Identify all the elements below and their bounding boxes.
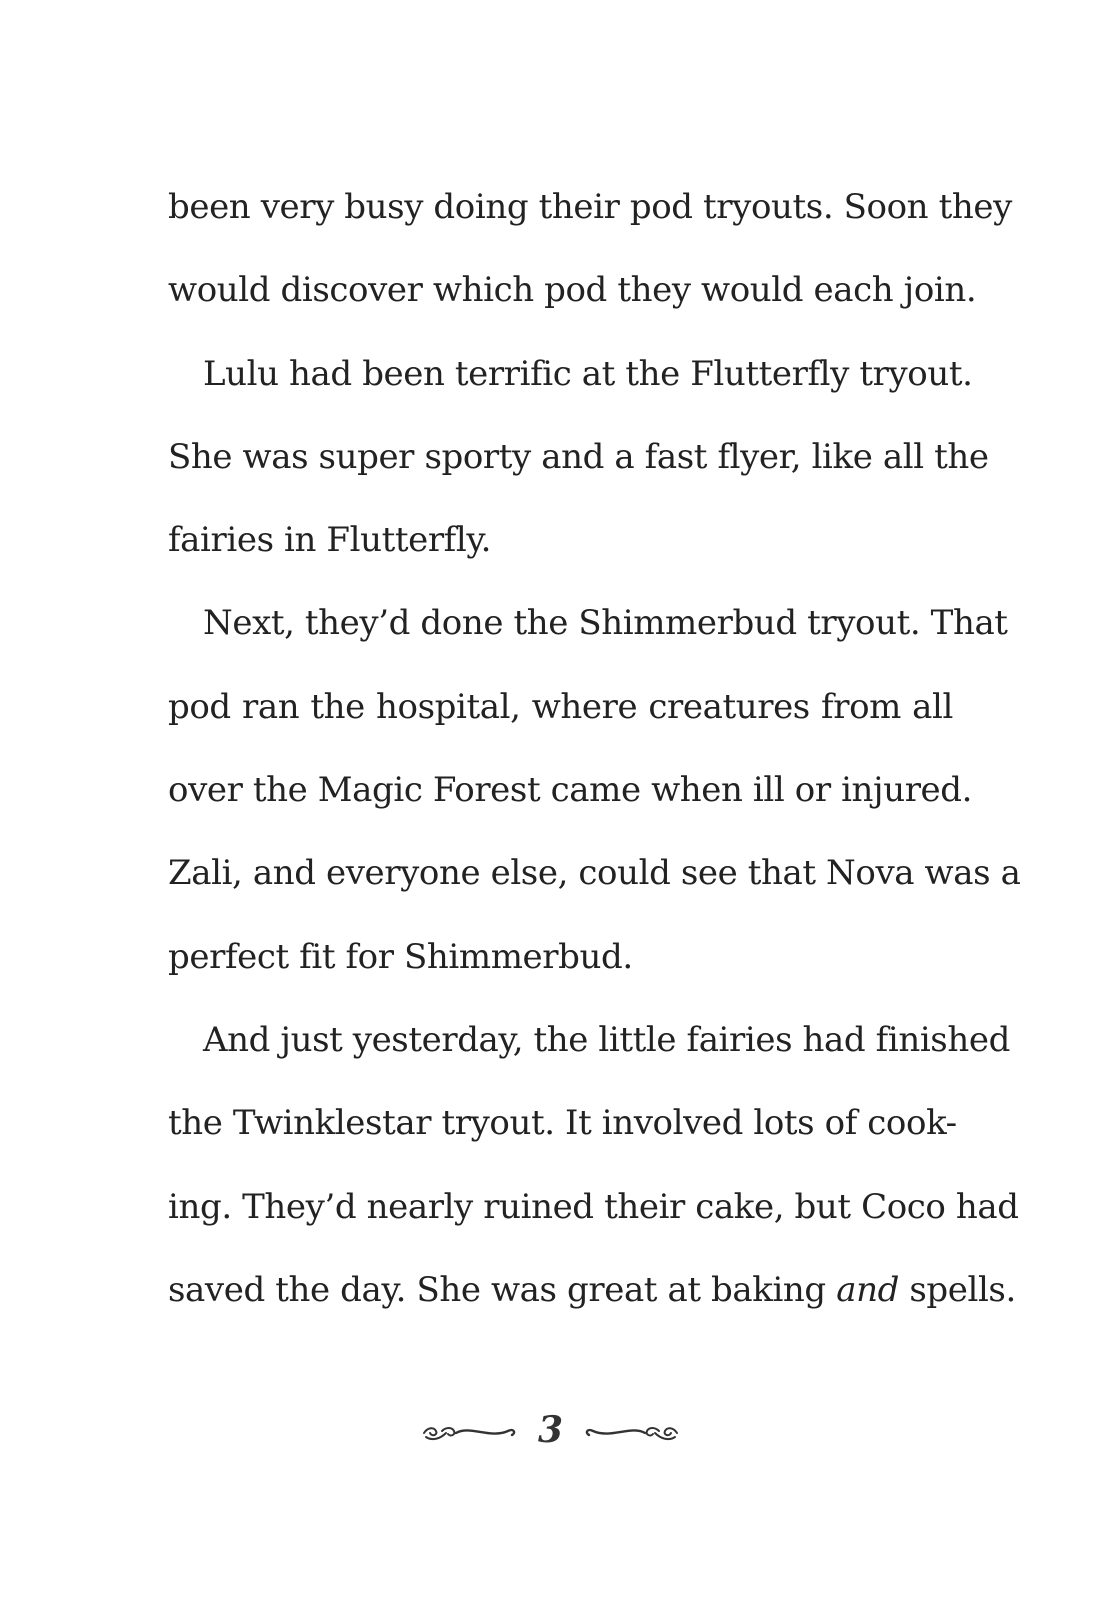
page-footer (0, 1400, 1101, 1460)
text-line: She was super sporty and a fast flyer, like all the (168, 436, 989, 477)
text-line: been very busy doing their pod tryouts. Soon they (168, 187, 1012, 227)
flourish-right-icon (581, 1415, 681, 1445)
text-line: ing. They’d nearly ruined their cake, but Coco had (168, 1186, 1019, 1227)
text-line: perfect fit for Shimmerbud. (168, 936, 633, 977)
text-line: the Twinklestar tryout. It involved lots of cook- (168, 1103, 957, 1144)
text-line: Lulu had been terrific at the Flutterfly tryout. (203, 353, 973, 394)
text-line (168, 1249, 1016, 1332)
text-line: Zali, and everyone else, could see that Nova was a (168, 853, 1021, 894)
text-segment: saved the day. She was great at baking (168, 1269, 837, 1310)
text-segment: spells. (898, 1269, 1016, 1310)
flourish-left-icon (420, 1415, 520, 1445)
page-number: 3 (537, 1409, 564, 1451)
text-line: And just yesterday, the little fairies had finished (203, 1019, 1010, 1060)
emphasis-text: and (836, 1269, 899, 1310)
text-line: would discover which pod they would each join. (168, 270, 977, 311)
text-line: Next, they’d done the Shimmerbud tryout. That (203, 603, 1008, 644)
text-line: fairies in Flutterfly. (168, 520, 492, 561)
text-line: pod ran the hospital, where creatures from all (168, 686, 953, 727)
body-text (168, 166, 1021, 1332)
text-line: over the Magic Forest came when ill or injured. (168, 770, 973, 811)
